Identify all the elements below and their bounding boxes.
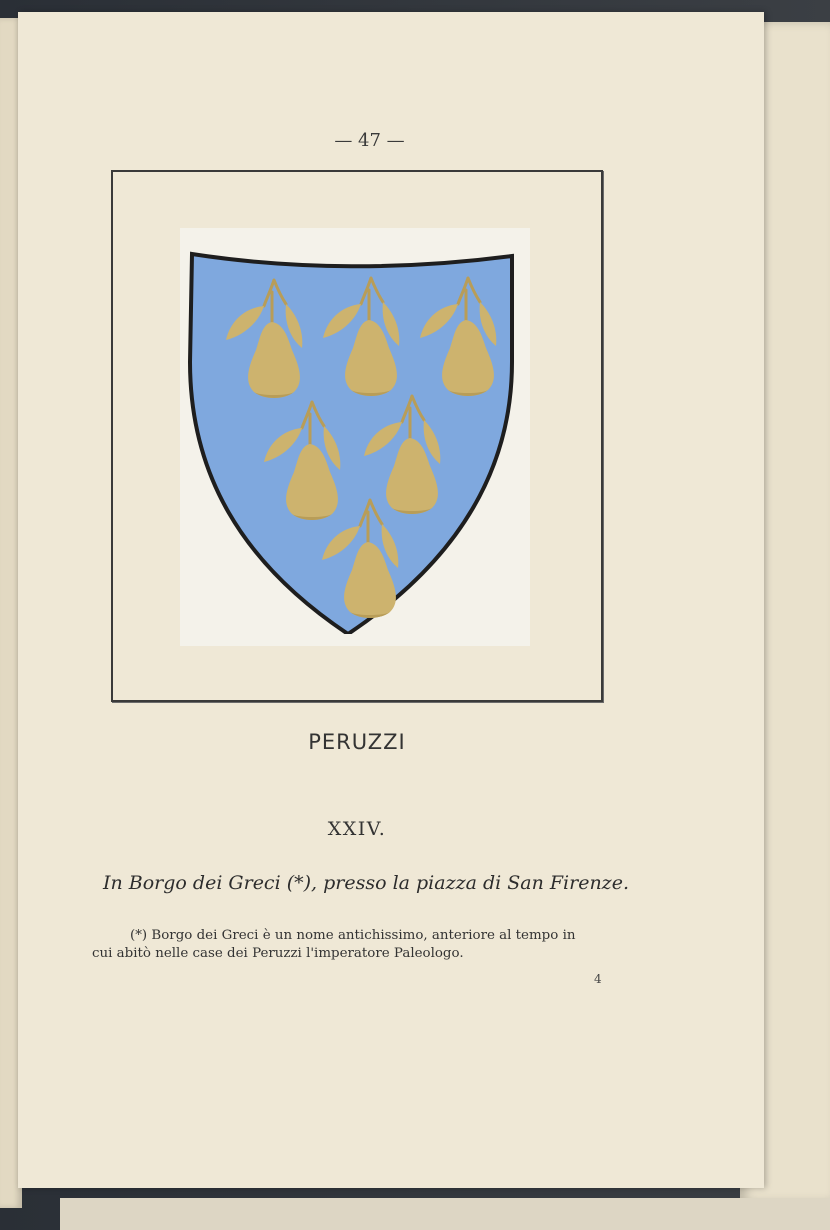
footnote-line: cui abitò nelle case dei Peruzzi l'imperatore Paleologo.	[92, 946, 464, 961]
page-number: — 47 —	[334, 130, 405, 151]
location-description: In Borgo dei Greci (*), presso la piazza di San Firenze.	[103, 872, 629, 894]
footnote	[92, 927, 652, 963]
footnote-line: (*) Borgo dei Greci è un nome antichissimo, anteriore al tempo in	[130, 928, 576, 943]
coat-of-arms-shield	[186, 242, 516, 634]
underlying-page-bottom-edge	[60, 1198, 830, 1230]
book-page	[18, 12, 764, 1188]
family-name-caption: PERUZZI	[308, 730, 406, 754]
printer-signature-mark: 4	[594, 972, 602, 986]
section-number: XXIV.	[327, 818, 387, 840]
